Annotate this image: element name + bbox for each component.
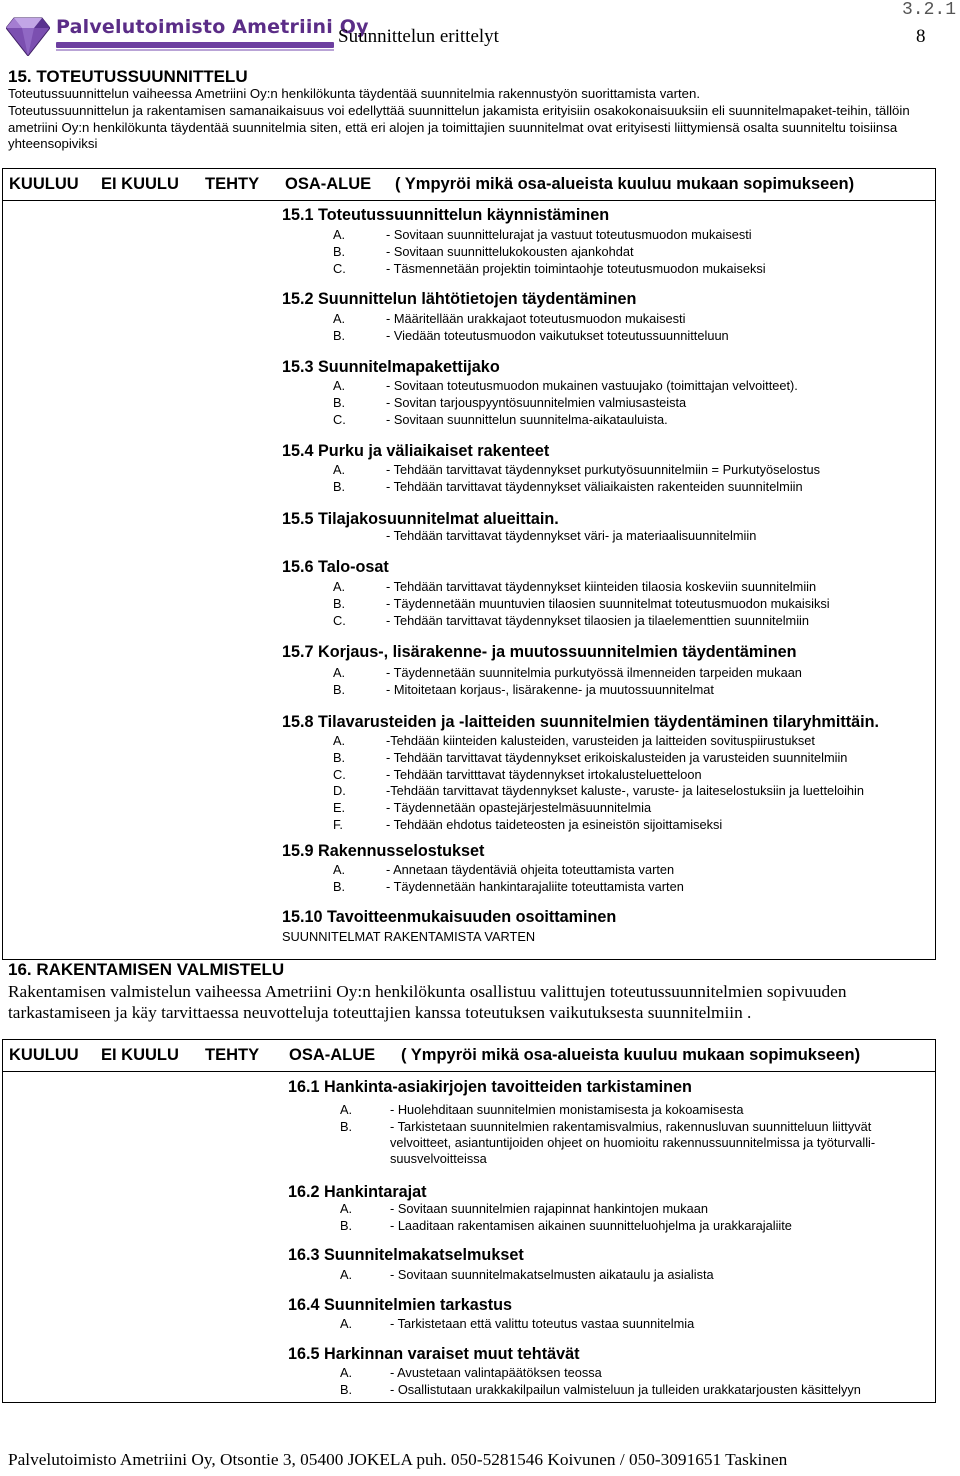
- item-letter: B.: [333, 394, 346, 410]
- item-letter: C.: [333, 612, 346, 628]
- logo-text: Palvelutoimisto Ametriini Oy: [56, 16, 369, 38]
- logo-underline: [56, 49, 334, 51]
- item-letter: B.: [333, 243, 346, 259]
- item-letter: A.: [333, 862, 346, 877]
- box-header: [3, 1040, 935, 1072]
- item-text: - Tehdään tarvitttavat täydennykset irtokalusteluetteloon: [386, 766, 702, 782]
- item-letter: A.: [340, 1267, 353, 1282]
- section-16-title: 16. RAKENTAMISEN VALMISTELU: [8, 960, 285, 979]
- item-letter: C.: [333, 411, 346, 427]
- item-text: - Tehdään tarvittavat täydennykset erikoiskalusteiden ja varusteiden suunnitelmiin: [386, 749, 848, 765]
- item-text: - Tarkistetaan että valittu toteutus vastaa suunnitelmia: [390, 1316, 695, 1331]
- item-text: - Osallistutaan urakkakilpailun valmisteluun ja tulleiden urakkatarjousten käsittelyyn: [390, 1381, 861, 1397]
- col-osa-alue: OSA-ALUE: [285, 175, 372, 193]
- document-title: Suunnittelun erittelyt: [338, 26, 499, 47]
- item-text: - Täsmennetään projektin toimintaohje toteutusmuodon mukaiseksi: [386, 260, 766, 276]
- item-text: - Annetaan täydentäviä ohjeita toteuttamista varten: [386, 862, 675, 877]
- subsection-title: 15.6 Talo-osat: [282, 558, 389, 576]
- item-letter: A.: [333, 378, 346, 393]
- item-letter: B.: [333, 878, 346, 894]
- col-tehty: TEHTY: [205, 1046, 260, 1064]
- item-letter: A.: [340, 1201, 353, 1216]
- subsection-title: 15.5 Tilajakosuunnitelmat alueittain.: [282, 510, 559, 528]
- subsection-title: 15.4 Purku ja väliaikaiset rakenteet: [282, 442, 550, 460]
- item-text: - Sovitaan suunnitelmien rajapinnat hankintojen mukaan: [390, 1201, 708, 1216]
- subsection-title: 15.7 Korjaus-, lisärakenne- ja muutossuunnitelmien täydentäminen: [282, 643, 797, 661]
- item-letter: A.: [340, 1365, 353, 1380]
- item-text: - Avustetaan valintapäätöksen teossa: [390, 1365, 602, 1380]
- item-text: - Huolehditaan suunnitelmien monistamisesta ja kokoamisesta: [390, 1102, 744, 1117]
- page-number: 8: [916, 26, 926, 47]
- section-15-intro-paragraph: Toteutussuunnittelun ja rakentamisen samanaikaisuus voi edellyttää suunnittelun jakamista erityisiin osakokonaisuuksiin eli suunnitelmapaket-teihin, tällöin ametriini Oy:n henkilökunta täydentää suunnitelmia siten, että eri alojen ja toimittajien suunnitelmat ovat erityisesti liittymiensä osalta suunniteltu toisiinsa yhteensopiviksi: [8, 103, 910, 151]
- subsection-title: 16.5 Harkinnan varaiset muut tehtävät: [288, 1345, 580, 1363]
- col-ei-kuulu: EI KUULU: [101, 1046, 179, 1064]
- item-letter: C.: [333, 766, 346, 782]
- col-instruction: ( Ympyröi mikä osa-alueista kuuluu mukaan sopimukseen): [395, 175, 855, 193]
- page-header: [0, 0, 960, 62]
- subsection-title: 16.3 Suunnitelmakatselmukset: [288, 1246, 524, 1264]
- item-text: - Viedään toteutusmuodon vaikutukset toteutussuunnitteluun: [386, 327, 729, 343]
- col-kuuluu: KUULUU: [9, 175, 79, 193]
- subsection-title: 15.8 Tilavarusteiden ja -laitteiden suunnitelmien täydentäminen tilaryhmittäin.: [282, 713, 879, 731]
- item-text: - Määritellään urakkajaot toteutusmuodon mukaisesti: [386, 311, 686, 326]
- item-text: - Sovitaan suunnittelukokousten ajankohdat: [386, 243, 634, 259]
- col-kuuluu: KUULUU: [9, 1046, 79, 1064]
- section-15-title: 15. TOTEUTUSSUUNNITTELU: [8, 67, 248, 86]
- item-letter: A.: [333, 665, 346, 680]
- col-osa-alue: OSA-ALUE: [289, 1046, 376, 1064]
- item-text: - Tehdään tarvittavat täydennykset kiinteiden tilaosia koskeviin suunnitelmiin: [386, 579, 817, 594]
- item-text: - Laaditaan rakentamisen aikainen suunnitteluohjelma ja urakkarajaliite: [390, 1217, 792, 1233]
- subsection-title: 15.9 Rakennusselostukset: [282, 842, 485, 860]
- item-letter: A.: [333, 311, 346, 326]
- gem-icon: [6, 16, 50, 56]
- item-text: - Täydennetään hankintarajaliite toteuttamista varten: [386, 878, 684, 894]
- item-letter: D.: [333, 783, 346, 799]
- section-16-intro: Rakentamisen valmistelun vaiheessa Ametriini Oy:n henkilökunta osallistuu valittujen toteutussuunnitelmien sopivuuden tarkastamiseen ja käy tarvittaessa neuvotteluja toteuttajien kanssa toteutuksen vaikutuksesta suunnitelmiin .: [8, 982, 847, 1022]
- item-letter: A.: [333, 733, 346, 748]
- subsection-title: 15.10 Tavoitteenmukaisuuden osoittaminen: [282, 908, 617, 926]
- item-text: - Tehdään tarvittavat täydennykset väri- ja materiaalisuunnitelmiin: [386, 528, 757, 543]
- col-ei-kuulu: EI KUULU: [101, 175, 179, 193]
- item-letter: C.: [333, 260, 346, 276]
- item-letter: A.: [340, 1316, 353, 1331]
- item-letter: B.: [340, 1217, 353, 1233]
- company-logo: [6, 14, 369, 58]
- item-letter: B.: [340, 1381, 353, 1397]
- item-letter: E.: [333, 800, 346, 816]
- item-text: - Sovitaan toteutusmuodon mukainen vastuujako (toimittajan velvoitteet).: [386, 378, 798, 393]
- item-text: - Tehdään ehdotus taideteosten ja esineistön sijoittamiseksi: [386, 817, 723, 832]
- item-text: -Tehdään tarvittavat täydennykset kaluste-, varuste- ja laiteselostuksiin ja luetteloihin: [386, 783, 865, 799]
- item-text: - Sovitaan suunnittelurajat ja vastuut toteutusmuodon mukaisesti: [386, 227, 752, 242]
- subsection-title: 15.3 Suunnitelmapakettijako: [282, 358, 500, 376]
- subsection-title: 16.2 Hankintarajat: [288, 1183, 427, 1201]
- item-letter: A.: [340, 1102, 353, 1117]
- subsection-title: 16.4 Suunnitelmien tarkastus: [288, 1296, 513, 1314]
- col-tehty: TEHTY: [205, 175, 260, 193]
- item-letter: F.: [333, 817, 343, 832]
- item-text: - Täydennetään opastejärjestelmäsuunnitelmia: [386, 800, 652, 816]
- section-15-intro-line: Toteutussuunnittelun vaiheessa Ametriini Oy:n henkilökunta täydentää suunnitelmia rakennustyön suorittamista varten.: [8, 86, 701, 101]
- item-letter: B.: [333, 478, 346, 494]
- box-header: [3, 169, 935, 201]
- item-text: - Tehdään tarvittavat täydennykset purkutyösuunnitelmiin = Purkutyöselostus: [386, 462, 821, 477]
- item-text: - Täydennetään muuntuvien tilaosien suunnitelmat toteutusmuodon mukaisiksi: [386, 595, 830, 611]
- item-letter: A.: [333, 227, 346, 242]
- item-text: - Sovitaan suunnittelun suunnitelma-aikatauluista.: [386, 411, 668, 427]
- item-letter: A.: [333, 462, 346, 477]
- item-text: - Täydennetään suunnitelmia purkutyössä ilmenneiden tarpeiden mukaan: [386, 665, 802, 680]
- subsection-title: 15.2 Suunnittelun lähtötietojen täydentäminen: [282, 290, 637, 308]
- item-letter: B.: [333, 327, 346, 343]
- section-number: 3.2.1: [901, 0, 956, 20]
- item-text: - Tarkistetaan suunnitelmien rakentamisvalmius, rakennusluvan suunnitteluun liittyvät velvoitteet, asiantuntijoiden ohjeet on huomioitu rakennussuunnitelmissa ja työturvalli-suusvelvoitteissa: [390, 1118, 876, 1167]
- item-letter: A.: [333, 579, 346, 594]
- item-letter: B.: [340, 1118, 353, 1134]
- item-text: - Tehdään tarvittavat täydennykset väliaikaisten rakenteiden suunnitelmiin: [386, 478, 803, 494]
- item-letter: B.: [333, 749, 346, 765]
- item-letter: B.: [333, 681, 346, 697]
- subsection-title: 16.1 Hankinta-asiakirjojen tavoitteiden tarkistaminen: [288, 1078, 692, 1096]
- item-text: - Tehdään tarvittavat täydennykset tilaosien ja tilaelementtien suunnitelmiin: [386, 612, 810, 628]
- item-text: -Tehdään kiinteiden kalusteiden, varusteiden ja laitteiden sovituspiirustukset: [386, 733, 815, 748]
- page-footer: Palvelutoimisto Ametriini Oy, Otsontie 3, 05400 JOKELA puh. 050-5281546 Koivunen / 050-3091651 Taskinen: [8, 1450, 788, 1469]
- item-letter: B.: [333, 595, 346, 611]
- logo-bar: [56, 42, 334, 48]
- subsection-title: 15.1 Toteutussuunnittelun käynnistäminen: [282, 206, 610, 224]
- col-instruction: ( Ympyröi mikä osa-alueista kuuluu mukaan sopimukseen): [401, 1046, 861, 1064]
- subsection-note: SUUNNITELMAT RAKENTAMISTA VARTEN: [282, 929, 536, 944]
- item-text: - Sovitaan suunnitelmakatselmusten aikataulu ja asialista: [390, 1267, 714, 1282]
- item-text: - Mitoitetaan korjaus-, lisärakenne- ja muutossuunnitelmat: [386, 681, 714, 697]
- item-text: - Sovitan tarjouspyyntösuunnitelmien valmiusasteista: [386, 394, 687, 410]
